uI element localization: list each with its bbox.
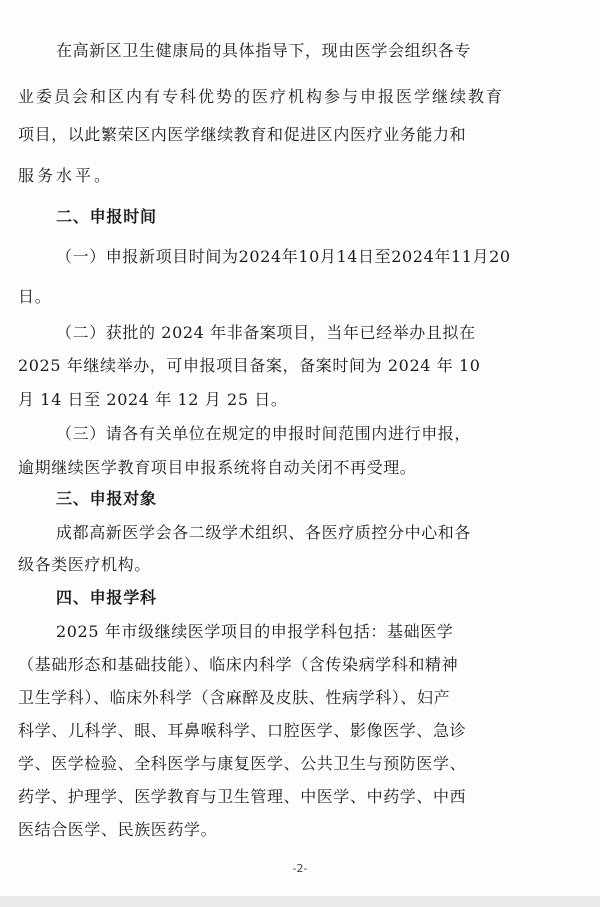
target-line-2: 级各类医疗机构。 bbox=[18, 555, 151, 574]
schedule-item-3-line-1: （三）请各有关单位在规定的申报时间范围内进行申报， bbox=[56, 424, 472, 443]
disciplines-line-4: 科学、儿科学、眼、耳鼻喉科学、口腔医学、影像医学、急诊 bbox=[18, 721, 467, 740]
schedule-item-2-line-2: 2025 年继续举办，可申报项目备案，备案时间为 2024 年 10 bbox=[18, 356, 481, 375]
disciplines-line-6: 药学、护理学、医学教育与卫生管理、中医学、中药学、中西 bbox=[18, 787, 467, 806]
section-heading-disciplines: 四、申报学科 bbox=[56, 588, 157, 607]
intro-line-4: 服务水平。 bbox=[18, 166, 114, 185]
section-heading-schedule: 二、申报时间 bbox=[56, 207, 157, 226]
disciplines-line-1: 2025 年市级继续医学项目的申报学科包括：基础医学 bbox=[56, 622, 454, 641]
intro-line-3: 项目，以此繁荣区内医学继续教育和促进区内医疗业务能力和 bbox=[18, 125, 467, 144]
schedule-item-3-line-2: 逾期继续医学教育项目申报系统将自动关闭不再受理。 bbox=[18, 458, 417, 477]
page-number: -2- bbox=[292, 862, 308, 875]
intro-line-1: 在高新区卫生健康局的具体指导下，现由医学会组织各专 bbox=[56, 41, 472, 60]
disciplines-line-2: （基础形态和基础技能）、临床内科学（含传染病学科和精神 bbox=[18, 655, 459, 674]
section-heading-target: 三、申报对象 bbox=[56, 489, 157, 508]
target-line-1: 成都高新医学会各二级学术组织、各医疗质控分中心和各 bbox=[56, 523, 472, 542]
schedule-item-1-line-1: （一）申报新项目时间为2024年10月14日至2024年11月20 bbox=[56, 247, 511, 266]
intro-line-2: 业委员会和区内有专科优势的医疗机构参与申报医学继续教育 bbox=[18, 87, 505, 106]
schedule-item-2-line-1: （二）获批的 2024 年非备案项目，当年已经举办且拟在 bbox=[56, 323, 476, 342]
disciplines-line-3: 卫生学科）、临床外科学（含麻醉及皮肤、性病学科）、妇产 bbox=[18, 688, 451, 707]
schedule-item-2-line-3: 月 14 日至 2024 年 12 月 25 日。 bbox=[18, 390, 288, 409]
disciplines-line-5: 学、医学检验、全科医学与康复医学、公共卫生与预防医学、 bbox=[18, 754, 467, 773]
disciplines-line-7: 医结合医学、民族医药学。 bbox=[18, 820, 218, 839]
page-bottom-edge bbox=[0, 896, 600, 907]
schedule-item-1-line-2: 日。 bbox=[18, 287, 52, 306]
